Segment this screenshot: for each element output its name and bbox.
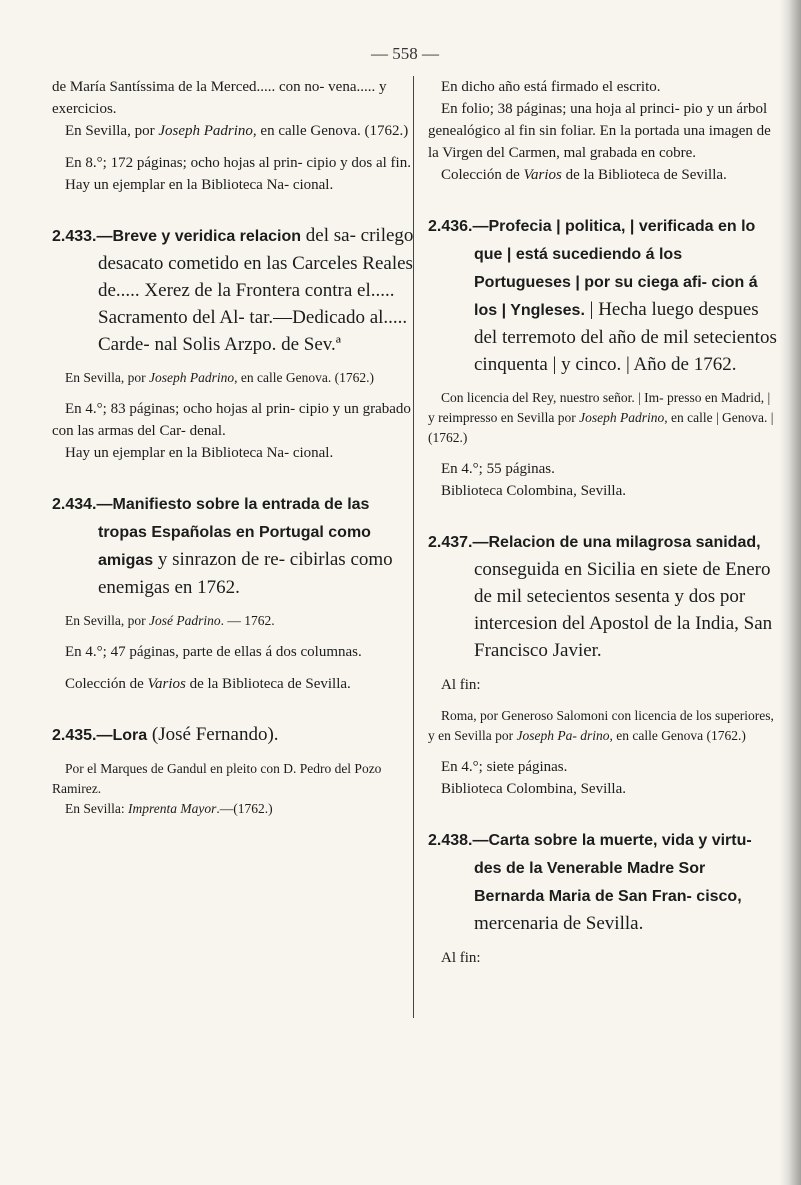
entry-2436 <box>428 212 778 502</box>
entry-imprint: En Sevilla, por José Padrino. — 1762. <box>65 613 275 628</box>
page-edge-shadow <box>779 0 801 1185</box>
entry-imprint: En Sevilla, por Joseph Padrino, en calle Genova. (1762.) <box>65 370 374 385</box>
entry-2434 <box>52 490 417 695</box>
entry-2438 <box>428 826 778 969</box>
intro-text: En dicho año está firmado el escrito. <box>441 79 661 95</box>
entry-heading: 2.434.—Manifiesto sobre la entrada de las tropas Españolas en Portugal como amigas y sinrazon de re- cibirlas como enemigas en 1762. <box>52 496 393 598</box>
entry-heading: 2.436.—Profecia | politica, | verificada en lo que | está sucediendo á los Portugueses | por su ciega afi- cion á los | Yngleses. | Hecha luego despues del terremoto del año de mil setecientos cinquenta | y cinco. | Año de 1762. <box>428 218 777 375</box>
entry-copy: Hay un ejemplar en la Biblioteca Na- cional. <box>65 445 334 461</box>
entry-description: En 4.°; 47 páginas, parte de ellas á dos columnas. <box>65 644 362 660</box>
entry-description: En 4.°; 83 páginas; ocho hojas al prin- cipio y un grabado con las armas del Car- denal. <box>52 401 411 439</box>
intro-imprint: En Sevilla, por Joseph Padrino, en calle Genova. (1762.) <box>65 123 409 139</box>
entry-heading: 2.433.—Breve y veridica relacion del sa- crilego desacato cometido en las Carceles Reales de..... Xerez de la Frontera contra el..... Sacramento del Al- tar.—Dedicado al..... Carde- nal Solis Arzpo. de Sev.ª <box>52 225 414 355</box>
intro-description: En folio; 38 páginas; una hoja al princi- pio y un árbol genealógico al fin sin foliar. En la portada una imagen de la Virgen del Carmen, mal grabada en cobre. <box>428 101 771 161</box>
entry-alfin: Al fin: <box>441 950 481 966</box>
intro-copy: Hay un ejemplar en la Biblioteca Na- cional. <box>65 177 334 193</box>
entry-heading: 2.437.—Relacion de una milagrosa sanidad, conseguida en Sicilia en siete de Enero de mil setecientos sesenta y dos por intercesion del Apostol de la India, San Francisco Javier. <box>428 534 773 661</box>
entry-copy: Biblioteca Colombina, Sevilla. <box>441 483 626 499</box>
entry-alfin: Al fin: <box>441 677 481 693</box>
entry-2433 <box>52 222 417 464</box>
entry-description: Por el Marques de Gandul en pleito con D. Pedro del Pozo Ramirez. <box>52 761 382 796</box>
entry-license: Con licencia del Rey, nuestro señor. | Im- presso en Madrid, | y reimpresso en Sevilla por Joseph Padrino, en calle | Genova. | (1762.) <box>428 390 774 445</box>
left-column <box>52 76 417 819</box>
entry-heading: 2.435.—Lora (José Fernando). <box>52 724 279 745</box>
entry-2437 <box>428 528 778 800</box>
right-column <box>428 76 778 969</box>
intro-collection: Colección de Varios de la Biblioteca de Sevilla. <box>441 167 727 183</box>
entry-imprint: Roma, por Generoso Salomoni con licencia de los superiores, y en Sevilla por Joseph Pa- drino, en calle Genova (1762.) <box>428 708 774 743</box>
intro-text: de María Santíssima de la Merced..... con no- vena..... y exercicios. <box>52 79 387 117</box>
entry-description: En 4.°; 55 páginas. <box>441 461 555 477</box>
entry-copy: Biblioteca Colombina, Sevilla. <box>441 781 626 797</box>
page-number: — 558 — <box>371 44 439 63</box>
entry-heading: 2.438.—Carta sobre la muerte, vida y virtu- des de la Venerable Madre Sor Bernarda Maria de San Fran- cisco, mercenaria de Sevilla. <box>428 832 752 934</box>
intro-description: En 8.°; 172 páginas; ocho hojas al prin- cipio y dos al fin. <box>65 155 411 171</box>
entry-collection: Colección de Varios de la Biblioteca de Sevilla. <box>65 676 351 692</box>
entry-imprint: En Sevilla: Imprenta Mayor.—(1762.) <box>65 801 273 816</box>
entry-2435 <box>52 721 417 819</box>
entry-description: En 4.°; siete páginas. <box>441 759 568 775</box>
